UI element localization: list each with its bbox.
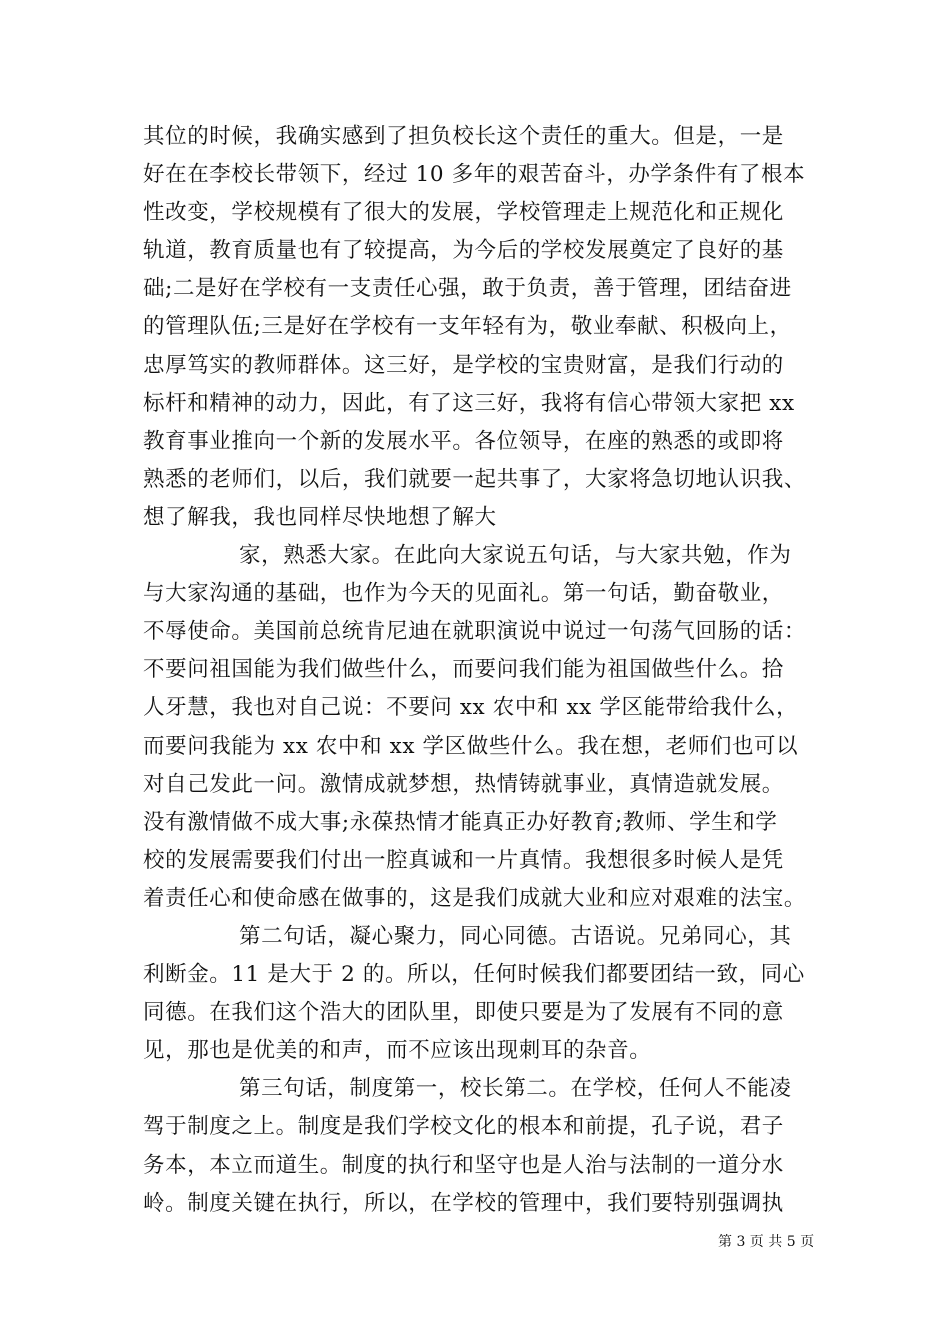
- text-line: 没有激情做不成大事;永葆热情才能真正办好教育;教师、学生和学: [143, 809, 778, 835]
- text-line: 校的发展需要我们付出一腔真诚和一片真情。我想很多时候人是凭: [143, 847, 784, 873]
- text-line: 而要问我能为 xx 农中和 xx 学区做些什么。我在想，老师们也可以: [143, 733, 799, 759]
- text-line: 轨道，教育质量也有了较提高，为今后的学校发展奠定了良好的基: [143, 238, 784, 264]
- text-line: 的管理队伍;三是好在学校有一支年轻有为，敬业奉献、积极向上，: [143, 314, 792, 340]
- text-line: 教育事业推向一个新的发展水平。各位领导，在座的熟悉的或即将: [143, 428, 784, 454]
- text-line: 标杆和精神的动力，因此，有了这三好，我将有信心带领大家把 xx: [143, 390, 795, 416]
- text-line: 性改变，学校规模有了很大的发展，学校管理走上规范化和正规化: [143, 200, 784, 226]
- text-line: 好在在李校长带领下，经过 10 多年的艰苦奋斗，办学条件有了根本: [143, 162, 806, 188]
- text-line: 对自己发此一问。激情成就梦想，热情铸就事业，真情造就发展。: [143, 771, 784, 797]
- text-line: 第二句话，凝心聚力，同心同德。古语说。兄弟同心，其: [239, 923, 792, 949]
- text-line: 忠厚笃实的教师群体。这三好，是学校的宝贵财富，是我们行动的: [143, 352, 784, 378]
- text-line: 见，那也是优美的和声，而不应该出现刺耳的杂音。: [143, 1038, 652, 1064]
- text-line: 驾于制度之上。制度是我们学校文化的根本和前提，孔子说，君子: [143, 1114, 784, 1140]
- text-line: 与大家沟通的基础，也作为今天的见面礼。第一句话，勤奋敬业，: [143, 581, 784, 607]
- text-line: 务本，本立而道生。制度的执行和坚守也是人治与法制的一道分水: [143, 1152, 784, 1178]
- text-line: 不要问祖国能为我们做些什么，而要问我们能为祖国做些什么。拾: [143, 657, 784, 683]
- text-line: 熟悉的老师们，以后，我们就要一起共事了，大家将急切地认识我、: [143, 466, 807, 492]
- text-line: 岭。制度关键在执行，所以，在学校的管理中，我们要特别强调执: [143, 1190, 784, 1216]
- text-line: 同德。在我们这个浩大的团队里，即使只要是为了发展有不同的意: [143, 1000, 784, 1026]
- text-line: 其位的时候，我确实感到了担负校长这个责任的重大。但是，一是: [143, 124, 784, 149]
- text-line: 想了解我，我也同样尽快地想了解大: [143, 504, 497, 530]
- text-line: 础;二是好在学校有一支责任心强，敢于负责，善于管理，团结奋进: [143, 276, 792, 302]
- text-line: 利断金。11 是大于 2 的。所以，任何时候我们都要团结一致，同心: [143, 962, 805, 988]
- page-number-footer: 第 3 页 共 5 页: [718, 1234, 815, 1250]
- text-line: 不辱使命。美国前总统肯尼迪在就职演说中说过一句荡气回肠的话：: [143, 619, 807, 645]
- text-line: 家，熟悉大家。在此向大家说五句话，与大家共勉，作为: [239, 543, 792, 569]
- text-line: 第三句话，制度第一，校长第二。在学校，任何人不能凌: [239, 1076, 792, 1102]
- document-body: [143, 118, 833, 1223]
- text-line: 着责任心和使命感在做事的，这是我们成就大业和应对艰难的法宝。: [143, 885, 807, 911]
- text-line: 人牙慧，我也对自己说：不要问 xx 农中和 xx 学区能带给我什么，: [143, 695, 799, 721]
